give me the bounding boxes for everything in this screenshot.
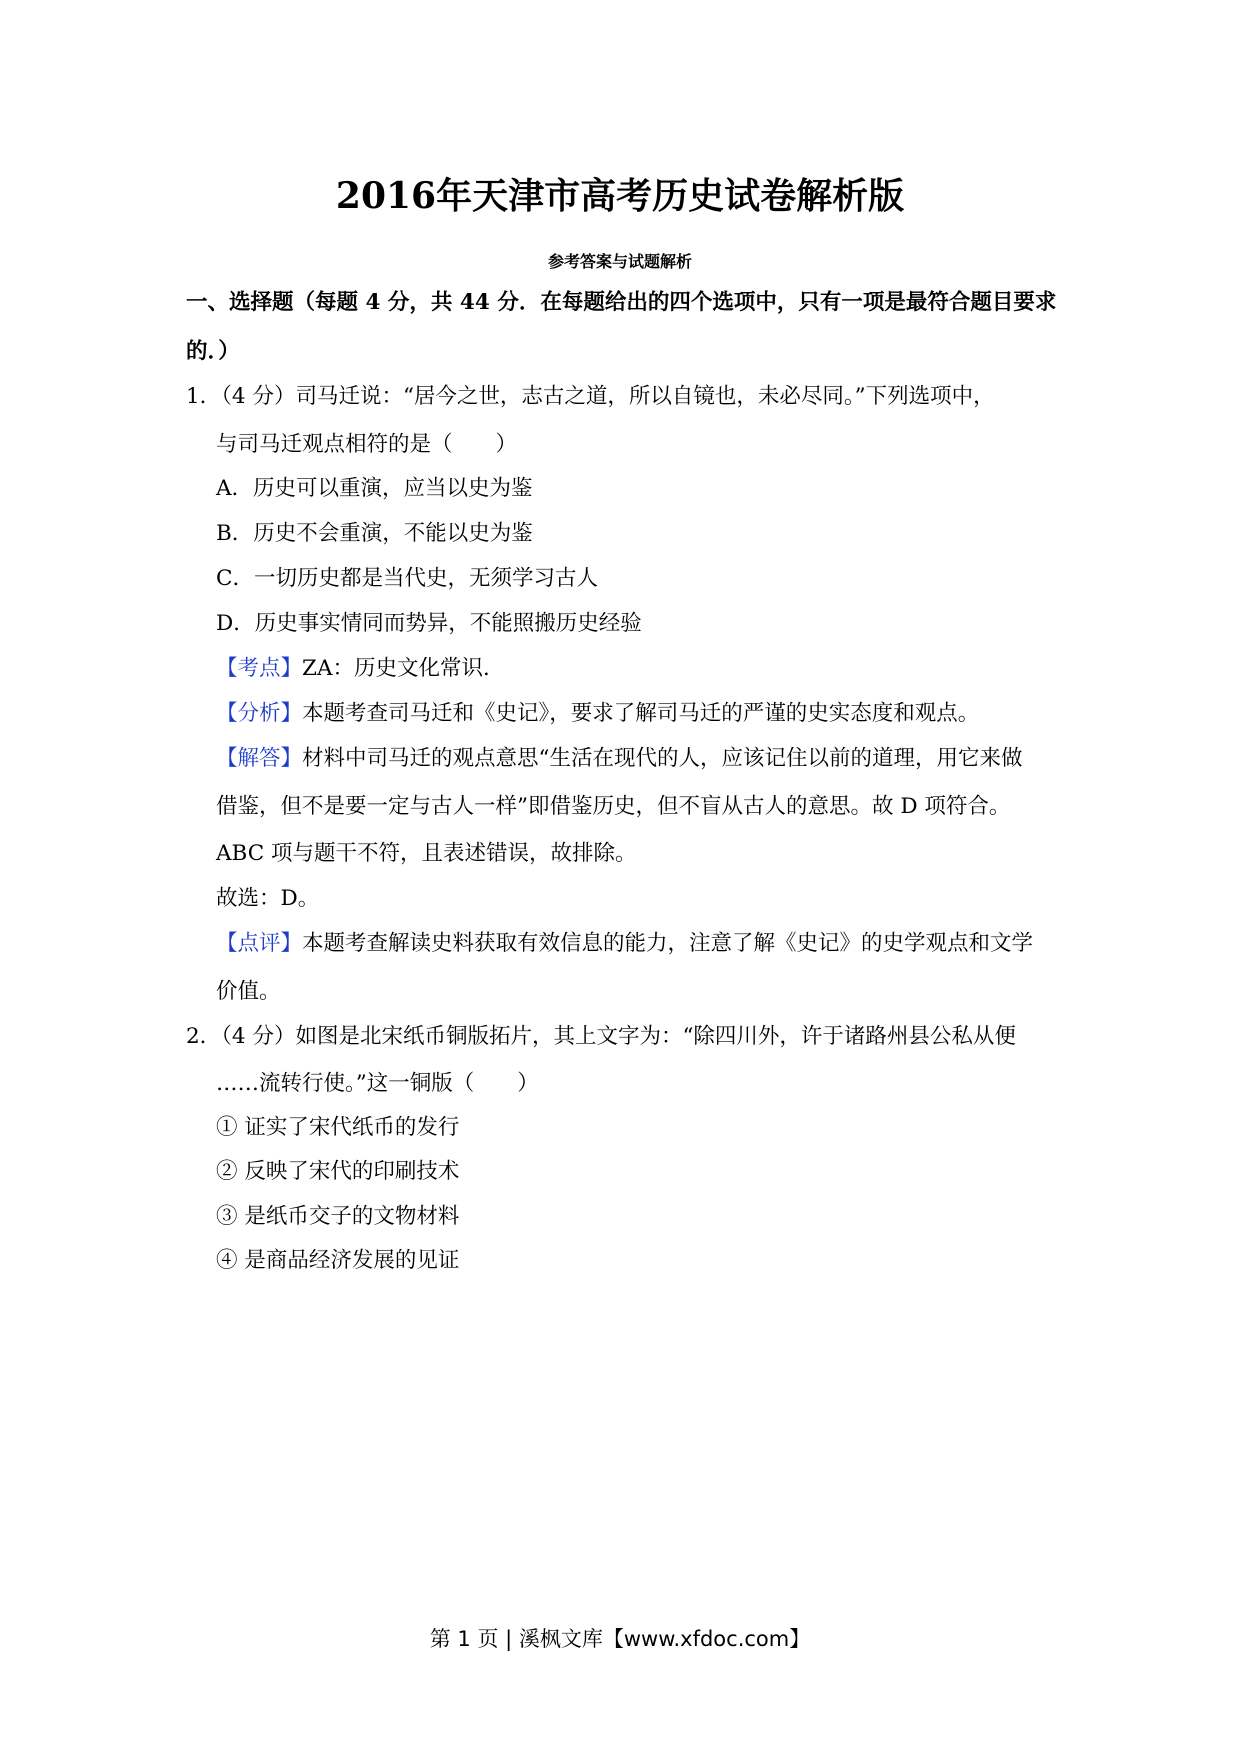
jieda-tag: 【解答】 xyxy=(216,746,303,771)
q2-stem-line2: ……流转行使。”这一铜版（ ） xyxy=(216,1071,539,1096)
q1-option-c: C．一切历史都是当代史，无须学习古人 xyxy=(216,566,598,591)
q1-option-b: B．历史不会重演，不能以史为鉴 xyxy=(216,521,533,546)
q1-fenxi xyxy=(216,699,979,729)
section-heading-line2: 的．） xyxy=(186,339,240,364)
document-title: 2016年天津市高考历史试卷解析版 xyxy=(335,175,905,217)
fenxi-text: 本题考查司马迁和《史记》，要求了解司马迁的严谨的史实态度和观点。 xyxy=(302,701,980,726)
q2-item-1: ① 证实了宋代纸币的发行 xyxy=(216,1115,460,1140)
q1-stem-line1: 1．（4 分）司马迁说：“居今之世，志古之道，所以自镜也，未必尽同。”下列选项中， xyxy=(186,384,995,409)
q2-stem-line1: 2．（4 分）如图是北宋纸币铜版拓片，其上文字为：“除四川外，许于诸路州县公私从便 xyxy=(186,1024,1016,1049)
q1-jieda-line2: 借鉴，但不是要一定与古人一样”即借鉴历史，但不盲从古人的意思。故 D 项符合。 xyxy=(216,794,1011,819)
q1-dianping-line2: 价值。 xyxy=(216,979,281,1004)
q1-kaodian xyxy=(216,654,504,684)
page-footer: 第 1 页 | 溪枫文库【www.xfdoc.com】 xyxy=(429,1627,811,1651)
q1-stem-line2: 与司马迁观点相符的是（ ） xyxy=(216,432,518,457)
q1-jieda xyxy=(216,744,1023,774)
dianping-line1: 本题考查解读史料获取有效信息的能力，注意了解《史记》的史学观点和文学 xyxy=(302,931,1034,956)
kaodian-text: ZA：历史文化常识． xyxy=(302,656,505,681)
q2-item-3: ③ 是纸币交子的文物材料 xyxy=(216,1204,460,1229)
fenxi-tag: 【分析】 xyxy=(216,701,303,726)
document-subtitle: 参考答案与试题解析 xyxy=(547,252,692,271)
section-heading-line1: 一、选择题（每题 4 分，共 44 分．在每题给出的四个选项中，只有一项是最符合题目要求 xyxy=(186,290,1057,315)
q1-option-a: A．历史可以重演，应当以史为鉴 xyxy=(216,476,533,501)
dianping-tag: 【点评】 xyxy=(216,931,303,956)
q1-option-d: D．历史事实情同而势异，不能照搬历史经验 xyxy=(216,611,642,636)
kaodian-tag: 【考点】 xyxy=(216,656,303,681)
q1-answer: 故选：D。 xyxy=(216,886,320,911)
jieda-line1: 材料中司马迁的观点意思“生活在现代的人，应该记住以前的道理，用它来做 xyxy=(302,746,1023,771)
q1-dianping xyxy=(216,929,1033,959)
q2-item-2: ② 反映了宋代的印刷技术 xyxy=(216,1159,460,1184)
q2-item-4: ④ 是商品经济发展的见证 xyxy=(216,1248,460,1273)
q1-jieda-line3: ABC 项与题干不符，且表述错误，故排除。 xyxy=(216,841,637,866)
